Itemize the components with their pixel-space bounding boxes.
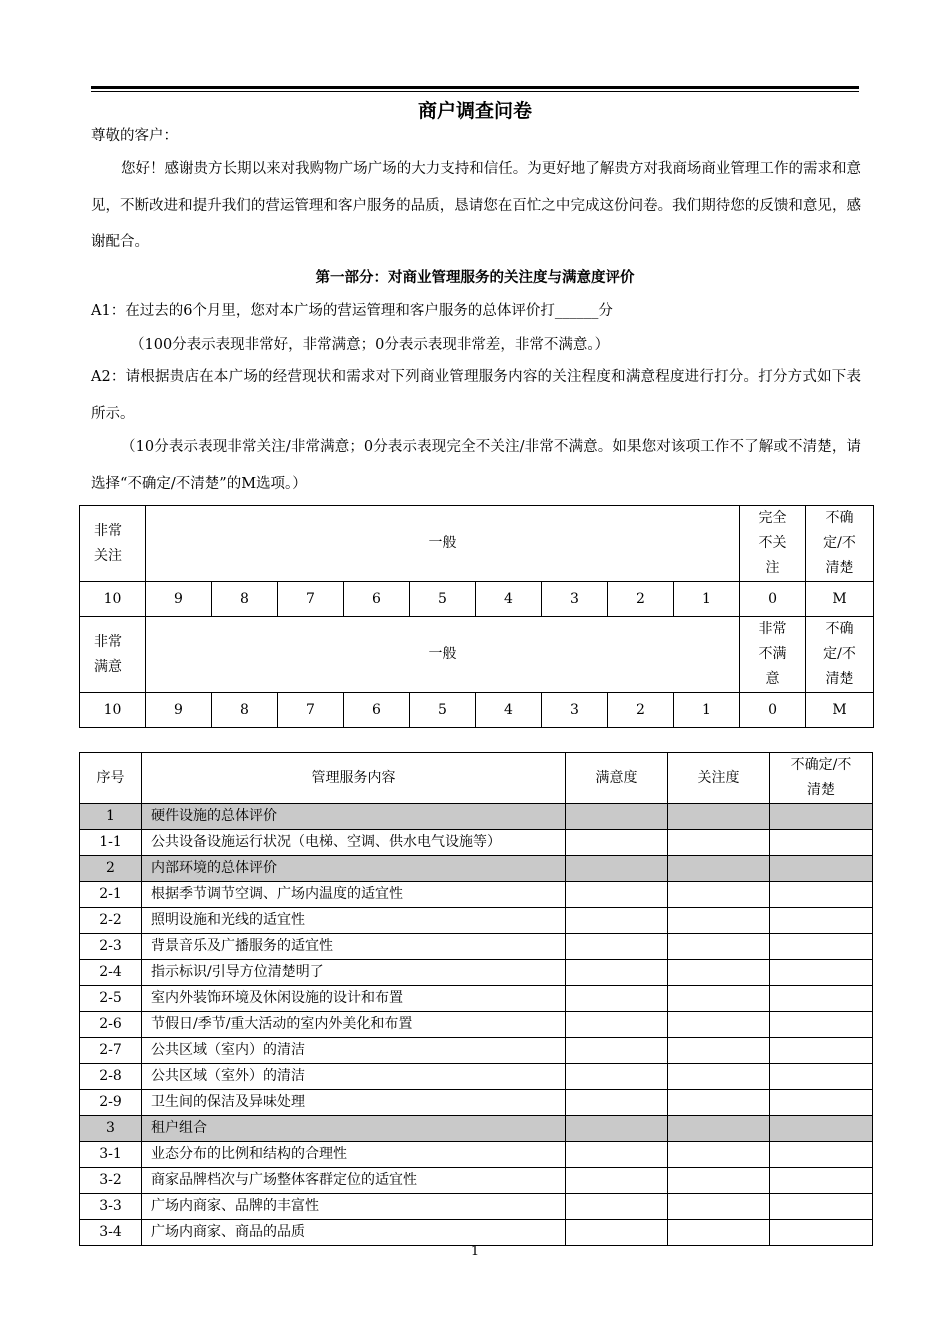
attention-score-cell[interactable]: M xyxy=(806,582,874,617)
table-row xyxy=(80,1142,873,1168)
page-number: 1 xyxy=(470,1244,480,1259)
row-number: 3 xyxy=(80,1116,142,1142)
row-content: 室内外装饰环境及休闲设施的设计和布置 xyxy=(142,986,566,1012)
attention-cell[interactable] xyxy=(668,1116,770,1142)
table-row xyxy=(80,934,873,960)
unsure-cell[interactable] xyxy=(770,1220,873,1246)
attention-cell[interactable] xyxy=(668,1194,770,1220)
satisfaction-cell[interactable] xyxy=(566,1142,668,1168)
satisfaction-unsure-label: 不确定/不清楚 xyxy=(806,617,874,693)
satisfaction-score-cell[interactable]: 5 xyxy=(410,693,476,728)
header-attention: 关注度 xyxy=(668,753,770,804)
attention-score-cell[interactable]: 8 xyxy=(212,582,278,617)
unsure-cell[interactable] xyxy=(770,856,873,882)
row-number: 3-3 xyxy=(80,1194,142,1220)
question-a1-note: （100分表示表现非常好，非常满意；0分表示表现非常差，非常不满意。） xyxy=(130,337,610,353)
attention-label-row xyxy=(80,506,874,582)
satisfaction-label-row xyxy=(80,617,874,693)
row-number: 3-1 xyxy=(80,1142,142,1168)
attention-score-cell[interactable]: 5 xyxy=(410,582,476,617)
attention-cell[interactable] xyxy=(668,1142,770,1168)
attention-score-cell[interactable]: 1 xyxy=(674,582,740,617)
satisfaction-mid-label: 一般 xyxy=(146,617,740,693)
attention-score-cell[interactable]: 10 xyxy=(80,582,146,617)
row-content: 硬件设施的总体评价 xyxy=(142,804,566,830)
question-a2: A2：请根据贵店在本广场的经营现状和需求对下列商业管理服务内容的关注程度和满意程度进行打分。打分方式如下表所示。 xyxy=(91,369,861,422)
row-number: 2-8 xyxy=(80,1064,142,1090)
header-satisfaction: 满意度 xyxy=(566,753,668,804)
unsure-cell[interactable] xyxy=(770,830,873,856)
table-row xyxy=(80,1194,873,1220)
satisfaction-cell[interactable] xyxy=(566,804,668,830)
satisfaction-score-row xyxy=(80,693,874,728)
section-title: 第一部分：对商业管理服务的关注度与满意度评价 xyxy=(315,270,635,286)
table-row xyxy=(80,1168,873,1194)
table-group-row xyxy=(80,1116,873,1142)
attention-low-label: 完全不关注 xyxy=(740,506,806,582)
row-content: 公共设备设施运行状况（电梯、空调、供水电气设施等） xyxy=(142,830,566,856)
satisfaction-score-cell[interactable]: 9 xyxy=(146,693,212,728)
table-row xyxy=(80,908,873,934)
service-evaluation-table xyxy=(79,752,873,1246)
satisfaction-score-cell[interactable]: 7 xyxy=(278,693,344,728)
row-number: 1-1 xyxy=(80,830,142,856)
unsure-cell[interactable] xyxy=(770,804,873,830)
attention-cell[interactable] xyxy=(668,1012,770,1038)
satisfaction-cell[interactable] xyxy=(566,1168,668,1194)
row-content: 商家品牌档次与广场整体客群定位的适宜性 xyxy=(142,1168,566,1194)
attention-cell[interactable] xyxy=(668,804,770,830)
table-row xyxy=(80,1064,873,1090)
service-table-header xyxy=(80,753,873,804)
question-a1: A1：在过去的6个月里，您对本广场的营运管理和客户服务的总体评价打______分 xyxy=(91,303,613,319)
satisfaction-cell[interactable] xyxy=(566,960,668,986)
satisfaction-cell[interactable] xyxy=(566,908,668,934)
row-number: 3-4 xyxy=(80,1220,142,1246)
attention-score-cell[interactable]: 7 xyxy=(278,582,344,617)
unsure-cell[interactable] xyxy=(770,1012,873,1038)
attention-unsure-label: 不确定/不清楚 xyxy=(806,506,874,582)
row-content: 广场内商家、商品的品质 xyxy=(142,1220,566,1246)
row-number: 2-7 xyxy=(80,1038,142,1064)
row-content: 指示标识/引导方位清楚明了 xyxy=(142,960,566,986)
table-row xyxy=(80,960,873,986)
attention-cell[interactable] xyxy=(668,1220,770,1246)
satisfaction-cell[interactable] xyxy=(566,986,668,1012)
unsure-cell[interactable] xyxy=(770,1194,873,1220)
attention-cell[interactable] xyxy=(668,960,770,986)
row-content: 业态分布的比例和结构的合理性 xyxy=(142,1142,566,1168)
scoring-scale-table xyxy=(79,505,874,728)
page-title: 商户调查问卷 xyxy=(417,100,532,122)
header-unsure: 不确定/不清楚 xyxy=(770,753,873,804)
header-content: 管理服务内容 xyxy=(142,753,566,804)
attention-cell[interactable] xyxy=(668,882,770,908)
row-number: 2 xyxy=(80,856,142,882)
row-content: 根据季节调节空调、广场内温度的适宜性 xyxy=(142,882,566,908)
attention-mid-label: 一般 xyxy=(146,506,740,582)
row-number: 2-9 xyxy=(80,1090,142,1116)
row-number: 2-2 xyxy=(80,908,142,934)
attention-cell[interactable] xyxy=(668,934,770,960)
unsure-cell[interactable] xyxy=(770,934,873,960)
question-a2-note: （10分表示表现非常关注/非常满意；0分表示表现完全不关注/非常不满意。如果您对该项工作不了解或不清楚，请选择“不确定/不清楚”的M选项。） xyxy=(91,439,861,492)
attention-score-cell[interactable]: 3 xyxy=(542,582,608,617)
satisfaction-high-label: 非常满意 xyxy=(80,617,146,693)
table-row xyxy=(80,986,873,1012)
attention-score-cell[interactable]: 0 xyxy=(740,582,806,617)
table-group-row xyxy=(80,856,873,882)
row-number: 2-4 xyxy=(80,960,142,986)
unsure-cell[interactable] xyxy=(770,908,873,934)
row-number: 1 xyxy=(80,804,142,830)
table-row xyxy=(80,1038,873,1064)
satisfaction-cell[interactable] xyxy=(566,1220,668,1246)
row-content: 内部环境的总体评价 xyxy=(142,856,566,882)
row-number: 2-5 xyxy=(80,986,142,1012)
attention-cell[interactable] xyxy=(668,1090,770,1116)
attention-score-row xyxy=(80,582,874,617)
attention-score-cell[interactable]: 9 xyxy=(146,582,212,617)
satisfaction-score-cell[interactable]: 3 xyxy=(542,693,608,728)
header-rule-thick xyxy=(91,86,859,89)
unsure-cell[interactable] xyxy=(770,1168,873,1194)
attention-cell[interactable] xyxy=(668,986,770,1012)
unsure-cell[interactable] xyxy=(770,1090,873,1116)
satisfaction-score-cell[interactable]: 10 xyxy=(80,693,146,728)
row-content: 卫生间的保洁及异味处理 xyxy=(142,1090,566,1116)
unsure-cell[interactable] xyxy=(770,986,873,1012)
satisfaction-cell[interactable] xyxy=(566,1064,668,1090)
attention-cell[interactable] xyxy=(668,856,770,882)
satisfaction-cell[interactable] xyxy=(566,856,668,882)
greeting: 尊敬的客户： xyxy=(91,128,178,144)
satisfaction-score-cell[interactable]: 1 xyxy=(674,693,740,728)
satisfaction-score-cell[interactable]: 8 xyxy=(212,693,278,728)
unsure-cell[interactable] xyxy=(770,882,873,908)
satisfaction-cell[interactable] xyxy=(566,1194,668,1220)
satisfaction-cell[interactable] xyxy=(566,934,668,960)
row-content: 租户组合 xyxy=(142,1116,566,1142)
table-row xyxy=(80,830,873,856)
unsure-cell[interactable] xyxy=(770,1116,873,1142)
attention-score-cell[interactable]: 4 xyxy=(476,582,542,617)
attention-cell[interactable] xyxy=(668,1038,770,1064)
row-content: 照明设施和光线的适宜性 xyxy=(142,908,566,934)
row-content: 节假日/季节/重大活动的室内外美化和布置 xyxy=(142,1012,566,1038)
row-number: 2-6 xyxy=(80,1012,142,1038)
row-number: 2-1 xyxy=(80,882,142,908)
row-content: 广场内商家、品牌的丰富性 xyxy=(142,1194,566,1220)
attention-cell[interactable] xyxy=(668,830,770,856)
row-content: 公共区域（室外）的清洁 xyxy=(142,1064,566,1090)
satisfaction-cell[interactable] xyxy=(566,1038,668,1064)
header-no: 序号 xyxy=(80,753,142,804)
table-group-row xyxy=(80,804,873,830)
satisfaction-cell[interactable] xyxy=(566,1116,668,1142)
satisfaction-low-label: 非常不满意 xyxy=(740,617,806,693)
unsure-cell[interactable] xyxy=(770,1038,873,1064)
satisfaction-score-cell[interactable]: 2 xyxy=(608,693,674,728)
intro-paragraph: 您好！感谢贵方长期以来对我购物广场广场的大力支持和信任。为更好地了解贵方对我商场商业管理工作的需求和意见，不断改进和提升我们的营运管理和客户服务的品质，恳请您在百忙之中完成这份问卷。我们期待您的反馈和意见，感谢配合。 xyxy=(91,161,861,250)
satisfaction-score-cell[interactable]: 6 xyxy=(344,693,410,728)
table-row xyxy=(80,1090,873,1116)
satisfaction-score-cell[interactable]: 0 xyxy=(740,693,806,728)
attention-cell[interactable] xyxy=(668,908,770,934)
unsure-cell[interactable] xyxy=(770,960,873,986)
satisfaction-score-cell[interactable]: M xyxy=(806,693,874,728)
unsure-cell[interactable] xyxy=(770,1064,873,1090)
satisfaction-cell[interactable] xyxy=(566,882,668,908)
table-row xyxy=(80,1012,873,1038)
satisfaction-cell[interactable] xyxy=(566,830,668,856)
attention-cell[interactable] xyxy=(668,1168,770,1194)
unsure-cell[interactable] xyxy=(770,1142,873,1168)
satisfaction-cell[interactable] xyxy=(566,1090,668,1116)
satisfaction-score-cell[interactable]: 4 xyxy=(476,693,542,728)
attention-high-label: 非常关注 xyxy=(80,506,146,582)
attention-score-cell[interactable]: 6 xyxy=(344,582,410,617)
table-row xyxy=(80,1220,873,1246)
satisfaction-cell[interactable] xyxy=(566,1012,668,1038)
attention-score-cell[interactable]: 2 xyxy=(608,582,674,617)
attention-cell[interactable] xyxy=(668,1064,770,1090)
row-content: 背景音乐及广播服务的适宜性 xyxy=(142,934,566,960)
header-rule-thin xyxy=(91,91,859,92)
row-number: 2-3 xyxy=(80,934,142,960)
row-content: 公共区域（室内）的清洁 xyxy=(142,1038,566,1064)
row-number: 3-2 xyxy=(80,1168,142,1194)
table-row xyxy=(80,882,873,908)
